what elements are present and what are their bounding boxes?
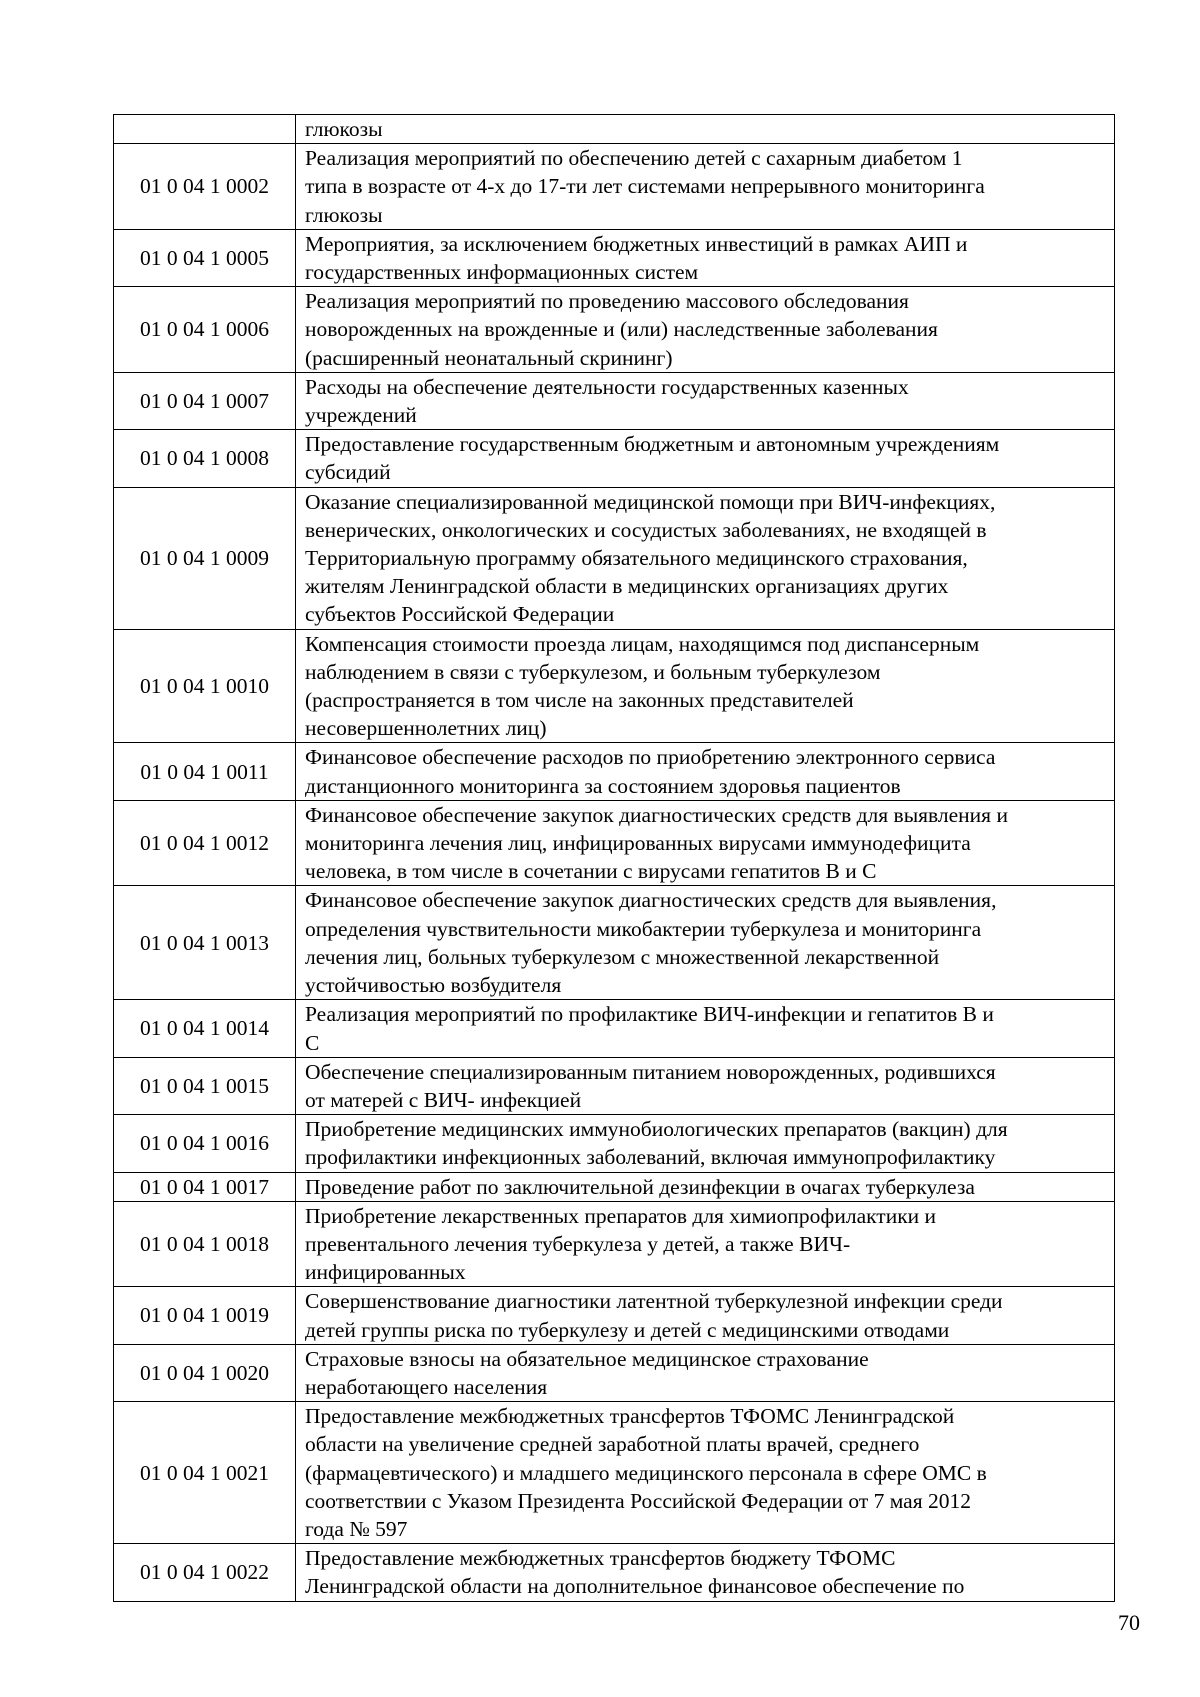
description-cell (296, 1544, 1115, 1601)
table-row (114, 1544, 1115, 1601)
description-line: несовершеннолетних лиц) (305, 716, 547, 741)
table-body (114, 115, 1115, 1602)
description-line: года № 597 (305, 1516, 408, 1541)
description-line: детей группы риска по туберкулезу и детей с медицинскими отводами (305, 1317, 950, 1342)
description-cell (296, 1287, 1115, 1344)
description-line: Предоставление межбюджетных трансфертов ТФОМС Ленинградской (305, 1404, 955, 1429)
budget-codes-table (113, 114, 1115, 1602)
description-line: дистанционного мониторинга за состоянием здоровья пациентов (305, 773, 901, 798)
description-line: лечения лиц, больных туберкулезом с множественной лекарственной (305, 944, 940, 969)
description-line: Обеспечение специализированным питанием новорожденных, родившихся (305, 1059, 996, 1084)
budget-code-cell: 01 0 04 1 0007 (114, 372, 296, 429)
table-row (114, 1344, 1115, 1401)
description-line: Мероприятия, за исключением бюджетных инвестиций в рамках АИП и (305, 231, 968, 256)
description-cell (296, 487, 1115, 629)
table-row (114, 743, 1115, 800)
table-row (114, 487, 1115, 629)
table-row (114, 886, 1115, 1000)
description-cell (296, 115, 1115, 144)
budget-code-cell: 01 0 04 1 0005 (114, 229, 296, 286)
description-line: Финансовое обеспечение закупок диагностических средств для выявления и (305, 802, 1008, 827)
table-row (114, 1201, 1115, 1287)
description-line: от матерей с ВИЧ- инфекцией (305, 1087, 582, 1112)
description-line: (распространяется в том числе на законных представителей (305, 688, 854, 713)
budget-code-cell: 01 0 04 1 0016 (114, 1115, 296, 1172)
budget-code-cell: 01 0 04 1 0015 (114, 1057, 296, 1114)
description-cell (296, 629, 1115, 743)
description-line: венерических, онкологических и сосудистых заболеваниях, не входящей в (305, 517, 987, 542)
page-number: 70 (1118, 1610, 1140, 1635)
description-cell (296, 1115, 1115, 1172)
description-line: (расширенный неонатальный скрининг) (305, 345, 673, 370)
description-line: государственных информационных систем (305, 260, 699, 285)
description-line: Финансовое обеспечение закупок диагностических средств для выявления, (305, 888, 997, 913)
budget-code-cell: 01 0 04 1 0006 (114, 287, 296, 373)
budget-code-cell (114, 115, 296, 144)
budget-code-cell: 01 0 04 1 0008 (114, 430, 296, 487)
description-line: Предоставление межбюджетных трансфертов бюджету ТФОМС (305, 1546, 896, 1571)
table-row (114, 144, 1115, 230)
description-line: Компенсация стоимости проезда лицам, находящимся под диспансерным (305, 631, 980, 656)
table-row (114, 800, 1115, 886)
description-line: Предоставление государственным бюджетным и автономным учреждениям (305, 432, 1000, 457)
table-row (114, 1402, 1115, 1544)
description-cell (296, 144, 1115, 230)
description-line: человека, в том числе в сочетании с вирусами гепатитов B и C (305, 859, 877, 884)
description-line: Оказание специализированной медицинской помощи при ВИЧ-инфекциях, (305, 489, 996, 514)
description-line: учреждений (305, 403, 417, 428)
table-row (114, 1000, 1115, 1057)
table-row (114, 1057, 1115, 1114)
description-cell (296, 1172, 1115, 1201)
description-cell (296, 800, 1115, 886)
description-cell (296, 430, 1115, 487)
description-line: превентального лечения туберкулеза у детей, а также ВИЧ- (305, 1231, 851, 1256)
description-line: мониторинга лечения лиц, инфицированных вирусами иммунодефицита (305, 831, 971, 856)
description-line: Расходы на обеспечение деятельности государственных казенных (305, 374, 909, 399)
description-cell (296, 1201, 1115, 1287)
description-cell (296, 1000, 1115, 1057)
description-line: Приобретение лекарственных препаратов для химиопрофилактики и (305, 1203, 937, 1228)
budget-code-cell: 01 0 04 1 0009 (114, 487, 296, 629)
description-line: Ленинградской области на дополнительное финансовое обеспечение по (305, 1574, 965, 1599)
description-line: неработающего населения (305, 1374, 548, 1399)
description-line: определения чувствительности микобактерии туберкулеза и мониторинга (305, 916, 982, 941)
description-line: C (305, 1030, 320, 1055)
budget-code-cell: 01 0 04 1 0013 (114, 886, 296, 1000)
description-line: Реализация мероприятий по профилактике ВИЧ-инфекции и гепатитов B и (305, 1002, 994, 1027)
description-line: Финансовое обеспечение расходов по приобретению электронного сервиса (305, 745, 996, 770)
table-row (114, 229, 1115, 286)
budget-code-cell: 01 0 04 1 0021 (114, 1402, 296, 1544)
budget-code-cell: 01 0 04 1 0022 (114, 1544, 296, 1601)
description-line: глюкозы (305, 117, 383, 141)
description-line: типа в возрасте от 4-х до 17-ти лет системами непрерывного мониторинга (305, 174, 985, 199)
description-line: профилактики инфекционных заболеваний, включая иммунопрофилактику (305, 1145, 996, 1170)
budget-code-cell: 01 0 04 1 0014 (114, 1000, 296, 1057)
description-line: Проведение работ по заключительной дезинфекции в очагах туберкулеза (305, 1174, 975, 1199)
description-line: новорожденных на врожденные и (или) наследственные заболевания (305, 317, 938, 342)
description-cell (296, 229, 1115, 286)
budget-code-cell: 01 0 04 1 0020 (114, 1344, 296, 1401)
table-row (114, 1172, 1115, 1201)
description-line: Приобретение медицинских иммунобиологических препаратов (вакцин) для (305, 1117, 1008, 1142)
table-row (114, 430, 1115, 487)
description-cell (296, 287, 1115, 373)
budget-code-cell: 01 0 04 1 0018 (114, 1201, 296, 1287)
description-line: Реализация мероприятий по проведению массового обследования (305, 289, 909, 314)
description-cell (296, 1344, 1115, 1401)
table-row (114, 1287, 1115, 1344)
budget-code-cell: 01 0 04 1 0011 (114, 743, 296, 800)
table-row (114, 372, 1115, 429)
budget-code-cell: 01 0 04 1 0017 (114, 1172, 296, 1201)
budget-code-cell: 01 0 04 1 0010 (114, 629, 296, 743)
description-cell (296, 743, 1115, 800)
description-cell (296, 1057, 1115, 1114)
description-line: (фармацевтического) и младшего медицинского персонала в сфере ОМС в (305, 1460, 987, 1485)
description-line: наблюдением в связи с туберкулезом, и больным туберкулезом (305, 659, 881, 684)
budget-code-cell: 01 0 04 1 0012 (114, 800, 296, 886)
description-line: Страховые взносы на обязательное медицинское страхование (305, 1346, 869, 1371)
description-cell (296, 886, 1115, 1000)
table-row (114, 629, 1115, 743)
table-row (114, 115, 1115, 144)
budget-code-cell: 01 0 04 1 0019 (114, 1287, 296, 1344)
description-line: глюкозы (305, 202, 383, 227)
description-line: субсидий (305, 460, 391, 485)
description-line: Территориальную программу обязательного медицинского страхования, (305, 546, 968, 571)
description-line: Реализация мероприятий по обеспечению детей с сахарным диабетом 1 (305, 146, 963, 171)
table-row (114, 287, 1115, 373)
description-line: области на увеличение средней заработной платы врачей, среднего (305, 1432, 920, 1457)
description-line: инфицированных (305, 1260, 466, 1285)
description-cell (296, 372, 1115, 429)
table-row (114, 1115, 1115, 1172)
description-line: Совершенствование диагностики латентной туберкулезной инфекции среди (305, 1289, 1003, 1314)
description-line: субъектов Российской Федерации (305, 602, 615, 627)
description-cell (296, 1402, 1115, 1544)
description-line: соответствии с Указом Президента Российской Федерации от 7 мая 2012 (305, 1488, 971, 1513)
description-line: устойчивостью возбудителя (305, 973, 562, 998)
description-line: жителям Ленинградской области в медицинских организациях других (305, 574, 949, 599)
budget-code-cell: 01 0 04 1 0002 (114, 144, 296, 230)
